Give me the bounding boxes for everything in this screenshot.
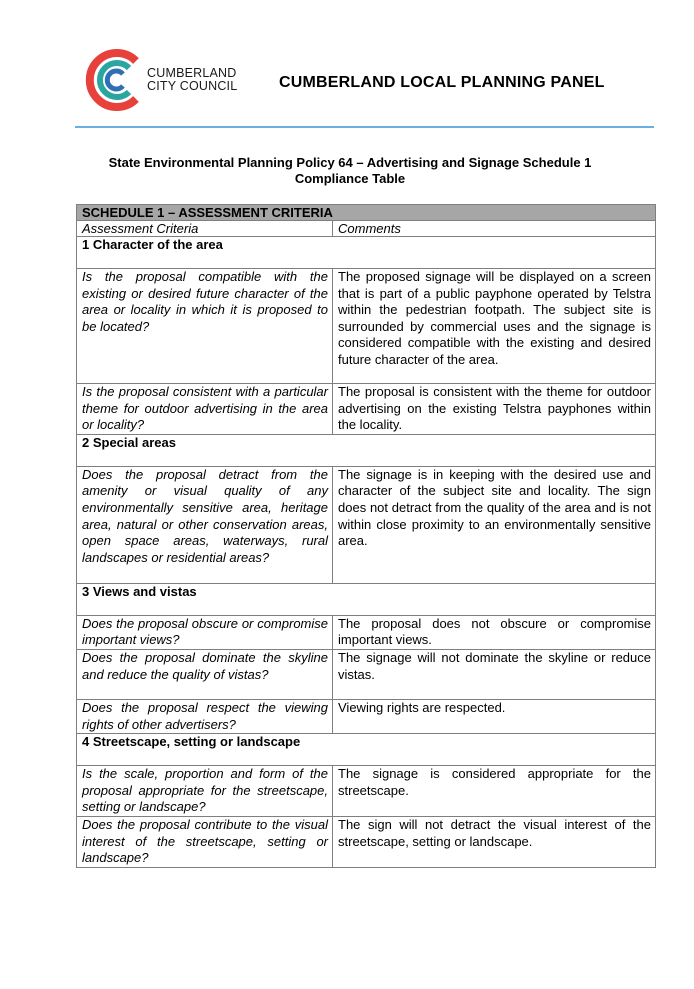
panel-title: CUMBERLAND LOCAL PLANNING PANEL: [279, 74, 605, 91]
council-name-line1: CUMBERLAND: [147, 66, 237, 80]
section-title: 3 Views and vistas: [77, 583, 656, 615]
header-divider: [75, 126, 654, 128]
criteria-comment: The signage will not dominate the skyline or reduce vistas.: [333, 649, 656, 699]
section-row: [77, 434, 656, 466]
column-header-criteria: Assessment Criteria: [77, 221, 333, 237]
schedule-heading-row: [77, 205, 656, 221]
section-row: [77, 583, 656, 615]
section-title: 4 Streetscape, setting or landscape: [77, 734, 656, 766]
criteria-comment: The sign will not detract the visual interest of the streetscape, setting or landscape.: [333, 816, 656, 867]
criteria-question: Is the proposal compatible with the existing or desired future character of the area or locality in which it is proposed to be located?: [77, 269, 333, 384]
criteria-question: Is the proposal consistent with a particular theme for outdoor advertising in the area or locality?: [77, 384, 333, 435]
criteria-question: Does the proposal obscure or compromise important views?: [77, 615, 333, 649]
criteria-comment: The signage is considered appropriate for the streetscape.: [333, 766, 656, 817]
document-title: [60, 155, 640, 187]
schedule-heading: SCHEDULE 1 – ASSESSMENT CRITERIA: [77, 205, 656, 221]
cumberland-logo-icon: [82, 48, 146, 112]
criteria-comment: The proposal does not obscure or compromise important views.: [333, 615, 656, 649]
document-title-line1: State Environmental Planning Policy 64 – Advertising and Signage Schedule 1: [108, 155, 592, 170]
document-title-line2: Compliance Table: [294, 171, 406, 186]
section-row: [77, 237, 656, 269]
criteria-comment: The signage is in keeping with the desired use and character of the subject site and locality. The sign does not detract from the quality of the area and is not within close proximity to an environmentally sensitive area.: [333, 466, 656, 583]
criteria-comment: The proposed signage will be displayed on a screen that is part of a public payphone operated by Telstra within the pedestrian footpath. The subject site is surrounded by commercial uses and the signage is considered compatible with the existing and desired future character of the area.: [333, 269, 656, 384]
table-row: [77, 699, 656, 733]
section-title: 1 Character of the area: [77, 237, 656, 269]
council-name-line2: CITY COUNCIL: [147, 79, 238, 93]
table-row: [77, 816, 656, 867]
criteria-comment: Viewing rights are respected.: [333, 699, 656, 733]
table-row: [77, 269, 656, 384]
criteria-question: Does the proposal detract from the amenity or visual quality of any environmentally sensitive area, heritage area, natural or other conservation areas, open space areas, waterways, rural landscapes or residential areas?: [77, 466, 333, 583]
table-row: [77, 766, 656, 817]
table-row: [77, 384, 656, 435]
criteria-question: Is the scale, proportion and form of the proposal appropriate for the streetscape, setting or landscape?: [77, 766, 333, 817]
table-row: [77, 649, 656, 699]
criteria-question: Does the proposal respect the viewing rights of other advertisers?: [77, 699, 333, 733]
criteria-comment: The proposal is consistent with the theme for outdoor advertising on the existing Telstra payphones within the locality.: [333, 384, 656, 435]
compliance-table: [76, 204, 656, 868]
page-header: [0, 0, 694, 130]
section-title: 2 Special areas: [77, 434, 656, 466]
section-row: [77, 734, 656, 766]
criteria-question: Does the proposal dominate the skyline and reduce the quality of vistas?: [77, 649, 333, 699]
table-row: [77, 615, 656, 649]
column-header-comments: Comments: [333, 221, 656, 237]
council-name: [147, 67, 237, 93]
criteria-question: Does the proposal contribute to the visual interest of the streetscape, setting or landscape?: [77, 816, 333, 867]
table-row: [77, 466, 656, 583]
column-header-row: [77, 221, 656, 237]
